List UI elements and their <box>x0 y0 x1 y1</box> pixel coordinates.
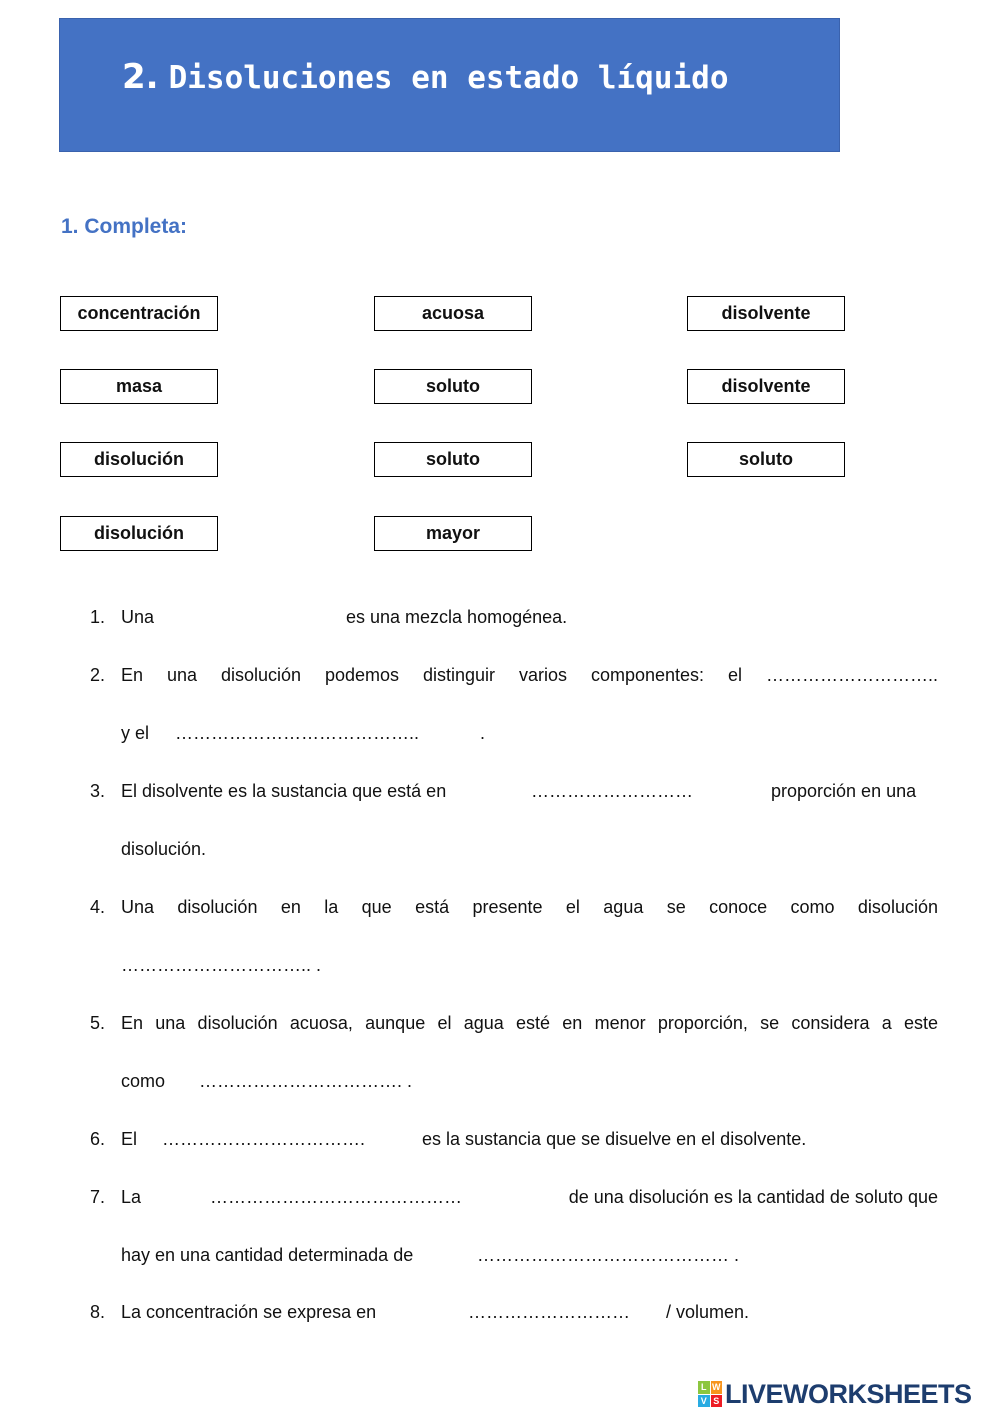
word-bank-item[interactable]: masa <box>60 369 218 404</box>
question-word: conoce <box>709 897 768 917</box>
question-number: 1. <box>90 607 106 627</box>
question-number: 3. <box>90 781 106 801</box>
question-text: El <box>121 1129 138 1149</box>
question-word: disolución <box>857 897 938 917</box>
question-word: en <box>280 897 301 917</box>
answer-blank[interactable]: ………………………….. . <box>121 955 322 975</box>
question-number: 5. <box>90 1013 106 1033</box>
answer-blank[interactable]: ……………………………. <box>162 1129 366 1149</box>
question-line <box>121 665 938 686</box>
question-text: La <box>121 1187 142 1207</box>
liveworksheets-logo <box>698 1378 972 1410</box>
answer-blank[interactable]: ……………………….. <box>765 665 938 685</box>
word-bank-item[interactable]: concentración <box>60 296 218 331</box>
question-text: / volumen. <box>666 1302 750 1322</box>
question-word: agua <box>603 897 644 917</box>
word-bank-item[interactable]: disolución <box>60 442 218 477</box>
question-word: Una <box>121 897 155 917</box>
answer-blank[interactable]: ……………………… <box>468 1302 630 1322</box>
answer-blank[interactable]: ……………………… <box>531 781 693 801</box>
question-number: 8. <box>90 1302 106 1322</box>
question-text: de una disolución es la cantidad de soluto que <box>568 1187 938 1207</box>
section-title: 1. Completa: <box>61 215 188 238</box>
question-word: disolución <box>177 897 258 917</box>
question-text: Una <box>121 607 155 627</box>
question-text: proporción en una <box>771 781 917 801</box>
question-text: como <box>121 1071 166 1091</box>
question-word: el <box>565 897 580 917</box>
word-bank-item[interactable]: acuosa <box>374 296 532 331</box>
question-word: distinguir <box>423 665 496 685</box>
question-text: es una mezcla homogénea. <box>346 607 568 627</box>
question-number: 4. <box>90 897 106 917</box>
question-number: 6. <box>90 1129 106 1149</box>
page-title <box>122 57 729 97</box>
title-text: Disoluciones en estado líquido <box>168 60 729 96</box>
question-word: el <box>728 665 743 685</box>
question-word: está <box>415 897 450 917</box>
answer-blank[interactable]: …………………………………… . <box>477 1245 740 1265</box>
word-bank-item[interactable]: soluto <box>687 442 845 477</box>
title-banner <box>59 18 840 152</box>
question-text: hay en una cantidad determinada de <box>121 1245 414 1265</box>
question-word: una <box>166 665 198 685</box>
question-text: y el <box>121 723 150 743</box>
word-bank-item[interactable]: mayor <box>374 516 532 551</box>
question-text: es la sustancia que se disuelve en el disolvente. <box>422 1129 807 1149</box>
question-word: como <box>790 897 835 917</box>
question-number: 7. <box>90 1187 106 1207</box>
question-word: presente <box>472 897 543 917</box>
question-line <box>121 897 938 918</box>
question-word: podemos <box>325 665 400 685</box>
word-bank-item[interactable]: disolvente <box>687 296 845 331</box>
question-number: 2. <box>90 665 106 685</box>
question-word: componentes: <box>590 665 705 685</box>
question-word: que <box>361 897 392 917</box>
answer-blank[interactable]: …………………………………… <box>210 1187 462 1207</box>
word-bank-item[interactable]: disolvente <box>687 369 845 404</box>
question-word: la <box>324 897 339 917</box>
question-text: La concentración se expresa en <box>121 1302 377 1322</box>
question-text: . <box>480 723 486 743</box>
question-word: En <box>121 665 144 685</box>
title-number: 2. <box>122 57 159 97</box>
logo-text: LIVEWORKSHEETS <box>725 1378 972 1409</box>
liveworksheets-icon: L W V S <box>698 1381 722 1407</box>
question-word: se <box>666 897 686 917</box>
word-bank-item[interactable]: disolución <box>60 516 218 551</box>
question-text: En una disolución acuosa, aunque el agua esté en menor proporción, se considera a este <box>121 1013 938 1033</box>
word-bank-item[interactable]: soluto <box>374 369 532 404</box>
answer-blank[interactable]: ……………………………. . <box>199 1071 413 1091</box>
question-text: disolución. <box>121 839 207 859</box>
question-word: varios <box>519 665 568 685</box>
question-word: disolución <box>220 665 302 685</box>
word-bank-item[interactable]: soluto <box>374 442 532 477</box>
answer-blank[interactable]: ………………………………….. <box>175 723 420 743</box>
question-text: El disolvente es la sustancia que está en <box>121 781 447 801</box>
